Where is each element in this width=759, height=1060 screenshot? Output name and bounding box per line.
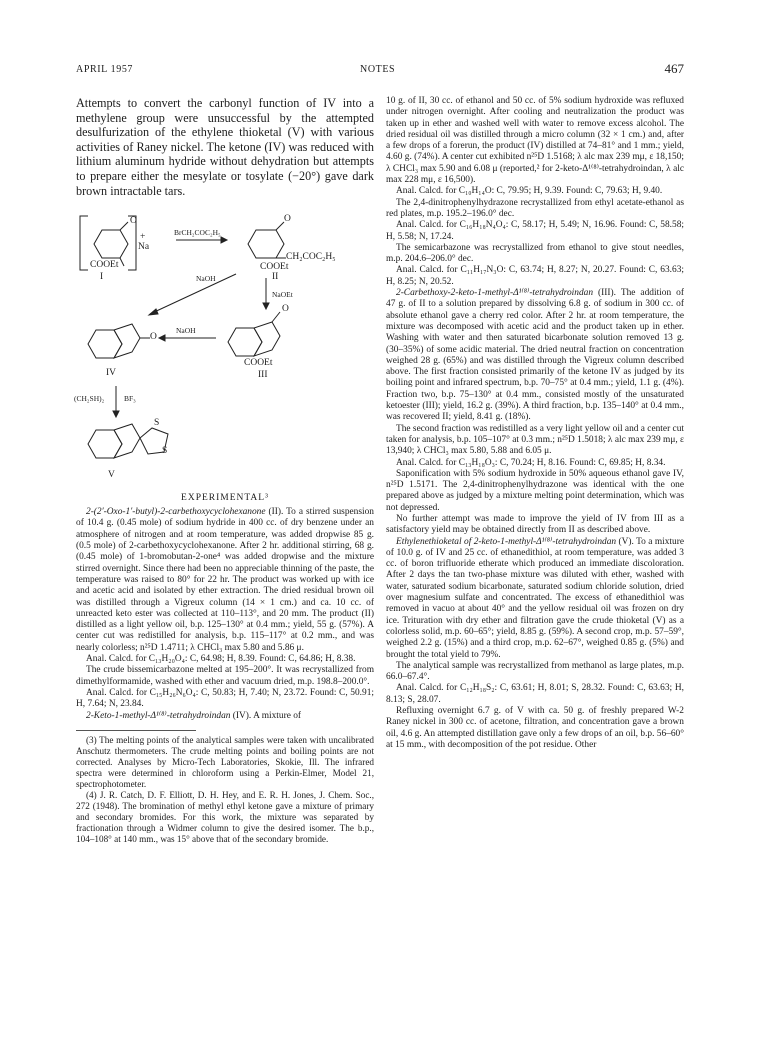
ring-II — [248, 230, 284, 258]
footnote-4: (4) J. R. Catch, D. F. Elliott, D. H. Hey, and E. R. H. Jones, J. Chem. Soc., 272 (1948). The bromination of methyl ethyl ketone gave a mixture of primary and secondary bromides. For this work, the mixture was separated by fractionation through a Widmer column to give the desired isomer. The b.p., 104–108° at 140 mm., was 15° above that of the secondary bromide. — [76, 789, 374, 844]
ketone-o-III: O — [282, 304, 289, 315]
plus-sign: + — [140, 232, 146, 243]
paragraph-compound-V — [386, 537, 684, 661]
semicarbazone-paragraph: The semicarbazone was recrystallized from ethanol to give stout needles, m.p. 204.6–206.0° dec. — [386, 242, 684, 265]
compound-II-procedure: (II). To a stirred suspension of 10.4 g. (0.45 mole) of sodium hydride in 400 cc. of dry benzene under an atmosphere of nitrogen and at room temperature, was added dropwise 85 g. (0.5 mole) of 2-carbethoxycyclohexanone. After 2 hr. additional stirring, 68 g. (0.45 mole) of 1-bromobutan-2-one⁴ was added dropwise and the mixture stirred overnight. Since there had been no appreciable thinning of the paste, the temperature was raised to 80° for 22 hr. The product was worked up with ice and acetic acid and isolated by ether extraction. The dried residual brown oil was distilled through a Vigreux column (14 × 1 cm.) and ca. 10 cc. of unreacted keto ester was collected at 110–113°, and 20 mm. The product (II) distilled as a light yellow oil, b.p. 125–130° at 0.4 mm.; yield, 55 g. (57%). A center cut was redistilled for analysis, b.p. 115–117° at 0.2 mm., and was nearly colorless; n²⁵D 1.4711; λ CHCl₃ max 5.80 and 5.86 μ. — [76, 507, 374, 653]
compound-III-procedure: (III). The addition of 47 g. of II to a solution prepared by dissolving 6.8 g. of sodium in 300 cc. of absolute ethanol gave a cherry red color. After 2 hr. at room temperature, the mixture was decomposed with acetic acid and the product taken up in ether. Washing with water and then saturated bicarbonate solution removed 13 g. (30–35%) of some acidic material. The dried neutral fraction on concentration weighed 28 g. (65%) and was distilled through the Vigreux column described above. The first fraction consisted primarily of the ketone IV as judged by its boiling point and infrared spectrum, b.p. 70–75° at 0.4 mm.; yield, 1.1 g. (4%). Fraction two, b.p. 75–130° at 0.4 mm., consisted mostly of the unsaturated ketoester (III); yield, 16.2 g. (39%). A third fraction, b.p. 135–140° at 0.4 mm., was recovered II; yield, 8.41 g. (18%). — [386, 288, 684, 423]
ethanedithiol-label: (CH₂SH)₂ — [74, 394, 105, 404]
compound-II-name: 2-(2′-Oxo-1′-butyl)-2-carbethoxycyclohexanone — [86, 507, 266, 518]
saponification-paragraph: Saponification with 5% sodium hydroxide in 50% aqueous ethanol gave IV, n²⁵D 1.5171. The 2,4-dinitrophenylhydrazone was identical with the one prepared above as judged by a mixture melting point determination, which was not depressed. — [386, 468, 684, 513]
ketone-o-I: O — [130, 216, 137, 227]
compound-IV-text: (IV). A mixture of — [230, 710, 302, 721]
analysis-IV: Anal. Calcd. for C₁₀H₁₄O: C, 79.95; H, 9.39. Found: C, 79.63; H, 9.40. — [396, 186, 663, 197]
bf3-label: BF₃ — [124, 394, 136, 404]
ch2coc2h5-II: CH₂COC₂H₅ — [286, 252, 336, 263]
header-date: APRIL 1957 — [76, 64, 134, 75]
reaction-scheme — [76, 208, 374, 483]
compound-III-name: 2-Carbethoxy-2-keto-1-methyl-Δ¹⁽⁸⁾-tetrahydroindan — [396, 288, 594, 299]
intro-paragraph: Attempts to convert the carbonyl function of IV into a methylene group were unsuccessful by the attempted desulfurization of the ethylene thioketal (V) with various activities of Raney nickel. The ketone (IV) was reduced with lithium aluminum hydride without dehydration but attempts to prepare either the mesylate or tosylate (−20°) gave dark brown intractable tars. — [76, 96, 374, 198]
analysis-semicarbazone: Anal. Calcd. for C₁₁H₁₇N₃O: C, 63.74; H, 8.27; N, 20.27. Found: C, 63.63; H, 8.25; N, 20.52. — [386, 265, 684, 287]
naoh-bottom: NaOH — [176, 326, 196, 336]
raney-nickel-paragraph: Refluxing overnight 6.7 g. of V with ca. 50 g. of freshly prepared W-2 Raney nickel in 300 cc. of acetone, filtration, and concentration gave a brown oil, 4.6 g. An attempted distillation gave only a few drops of an oil, b.p. 56–60° at 15 mm., with decomposition of the pot residue. Other — [386, 706, 684, 750]
cooet-II: COOEt — [260, 262, 289, 273]
compound-IV-procedure-cont: 10 g. of II, 30 cc. of ethanol and 50 cc. of 5% sodium hydroxide was refluxed under nitrogen overnight. After cooling and neutralization the product was taken up in ether and washed well with water to remove excess alcohol. The dried residual oil was distilled through a micro column (32 × 1 cm.) and, after a few drops of a forerun, the product (IV) distilled at 74–81° and 1 mm.; yield, 4.60 g. (74%). A center cut exhibited n²⁵D 1.5168; λ alc max 239 mμ, ε 18,150; λ CHCl₃ max 5.90 and 6.08 μ (reported,² for 2-keto-Δ¹⁽⁸⁾-tetrahydroindan, λ alc max 228 mμ, ε 16,500). — [386, 96, 684, 186]
bracket-left — [80, 216, 88, 270]
experimental-heading: EXPERIMENTAL³ — [181, 493, 269, 504]
footnote-3: (3) The melting points of the analytical samples were taken with uncalibrated Anschutz thermometers. The crude melting points and boiling points are not corrected. Analyses by Micro-Tech Laboratories, Skokie, Ill. The infrared spectra were determined in chloroform using a Perkin-Elmer, Model 21, spectrophotometer. — [76, 734, 374, 789]
right-column — [386, 96, 684, 751]
analytical-sample-paragraph: The analytical sample was recrystallized from methanol as large plates, m.p. 66.0–67.4°. — [386, 660, 684, 683]
paragraph-compound-IV-start — [76, 711, 374, 722]
page-number: 467 — [664, 61, 684, 76]
analysis-V: Anal. Calcd. for C₁₂H₁₈S₂: C, 63.61; H, 8.01; S, 28.32. Found: C, 63.63; H, 8.13; S, 28.07. — [386, 683, 684, 705]
analysis-bissemicarbazone: Anal. Calcd. for C₁₅H₂₆N₆O₄: C, 50.83; H, 7.40; N, 23.72. Found: C, 50.91; H, 7.64; N, 23.84. — [76, 687, 374, 710]
naoet-label: NaOEt — [272, 290, 293, 300]
right-experimental-text — [386, 96, 684, 751]
second-fraction-paragraph: The second fraction was redistilled as a very light yellow oil and a center cut taken for analysis, b.p. 105–107° at 0.3 mm.; n²⁵D 1.5018; λ alc max 239 mμ, ε 13,940; λ CHCl₃ max 5.80, 5.88 and 6.05 μ. — [386, 423, 684, 457]
reagent-bromobutanone: BrCH₂COC₂H₅ — [174, 228, 221, 238]
analysis-dnp: Anal. Calcd. for C₁₆H₁₈N₄O₄: C, 58.17; H, 5.49; N, 16.96. Found: C, 58.58; H, 5.58; N, 17.24. — [386, 220, 684, 242]
sulfur-bottom: S — [162, 446, 168, 457]
bissemicarbazone-paragraph: The crude bissemicarbazone melted at 195–200°. It was recrystallized from dimethylformamide, washed with ether and vacuum dried, m.p. 198.8–200.0°. — [76, 665, 374, 687]
paragraph-compound-III — [386, 288, 684, 424]
dnp-paragraph: The 2,4-dinitrophenylhydrazone recrystallized from ethyl acetate-ethanol as red plates, m.p. 195.2–196.0° dec. — [386, 197, 684, 219]
analysis-II: Anal. Calcd. for C₁₃H₂₀O₄: C, 64.98; H, 8.39. Found: C, 64.86; H, 8.38. — [86, 654, 356, 665]
label-III: III — [258, 370, 268, 381]
compound-V-name: Ethylenethioketal of 2-keto-1-methyl-Δ¹⁽⁸⁾-tetrahydroindan — [396, 536, 617, 547]
left-experimental-text — [76, 507, 374, 722]
footnotes — [76, 735, 374, 845]
ring-I — [94, 230, 128, 258]
compound-IV-name: 2-Keto-1-methyl-Δ¹⁽⁸⁾-tetrahydroindan — [86, 710, 231, 721]
sulfur-top: S — [154, 418, 160, 429]
sodium-label: Na — [138, 242, 150, 253]
cooet-I: COOEt — [90, 260, 119, 271]
label-IV: IV — [106, 368, 117, 379]
no-further-attempt-paragraph: No further attempt was made to improve the yield of IV from III as a satisfactory yield may be obtained directly from II as described above. — [386, 513, 684, 536]
left-column — [76, 96, 374, 845]
analysis-III: Anal. Calcd. for C₁₃H₁₈O₃: C, 70.24; H, 8.16. Found: C, 69.85; H, 8.34. — [396, 457, 666, 468]
cooet-III: COOEt — [244, 358, 273, 369]
page-header — [76, 61, 684, 84]
compound-V-procedure: (V). To a mixture of 10.0 g. of IV and 25 cc. of ethanedithiol, at room temperature, was added 3 cc. of boron trifluoride etherate which produced an immediate discoloration. After 2 days the tan two-phase mixture was diluted with ether, washed with water, saturated sodium bicarbonate, saturated sodium chloride solution, dried over magnesium sulfate and concentrated. The excess of ethanedithiol was removed in vacuo at about 40° and the yellow residual oil was frozen on dry ice. Trituration with dry ether and filtration gave the crude thioketal (V) as a colorless solid, m.p. 60–65°; yield, 8.85 g. (59%). A second crop, m.p. 57–59°, weighed 2.2 g. (15%) and a third crop, m.p. 62–67°, weighed 0.85 g. (5%) and brought the total yield to 79%. — [386, 536, 684, 660]
ketone-o-II: O — [284, 214, 291, 225]
naoh-top: NaOH — [196, 274, 216, 284]
label-V: V — [108, 470, 115, 481]
ketone-o-IV: O — [150, 332, 157, 343]
paragraph-compound-II — [76, 507, 374, 654]
label-I: I — [100, 272, 104, 283]
header-section: NOTES — [360, 64, 396, 75]
label-II: II — [272, 272, 279, 283]
reaction-scheme-drawing — [76, 208, 374, 483]
